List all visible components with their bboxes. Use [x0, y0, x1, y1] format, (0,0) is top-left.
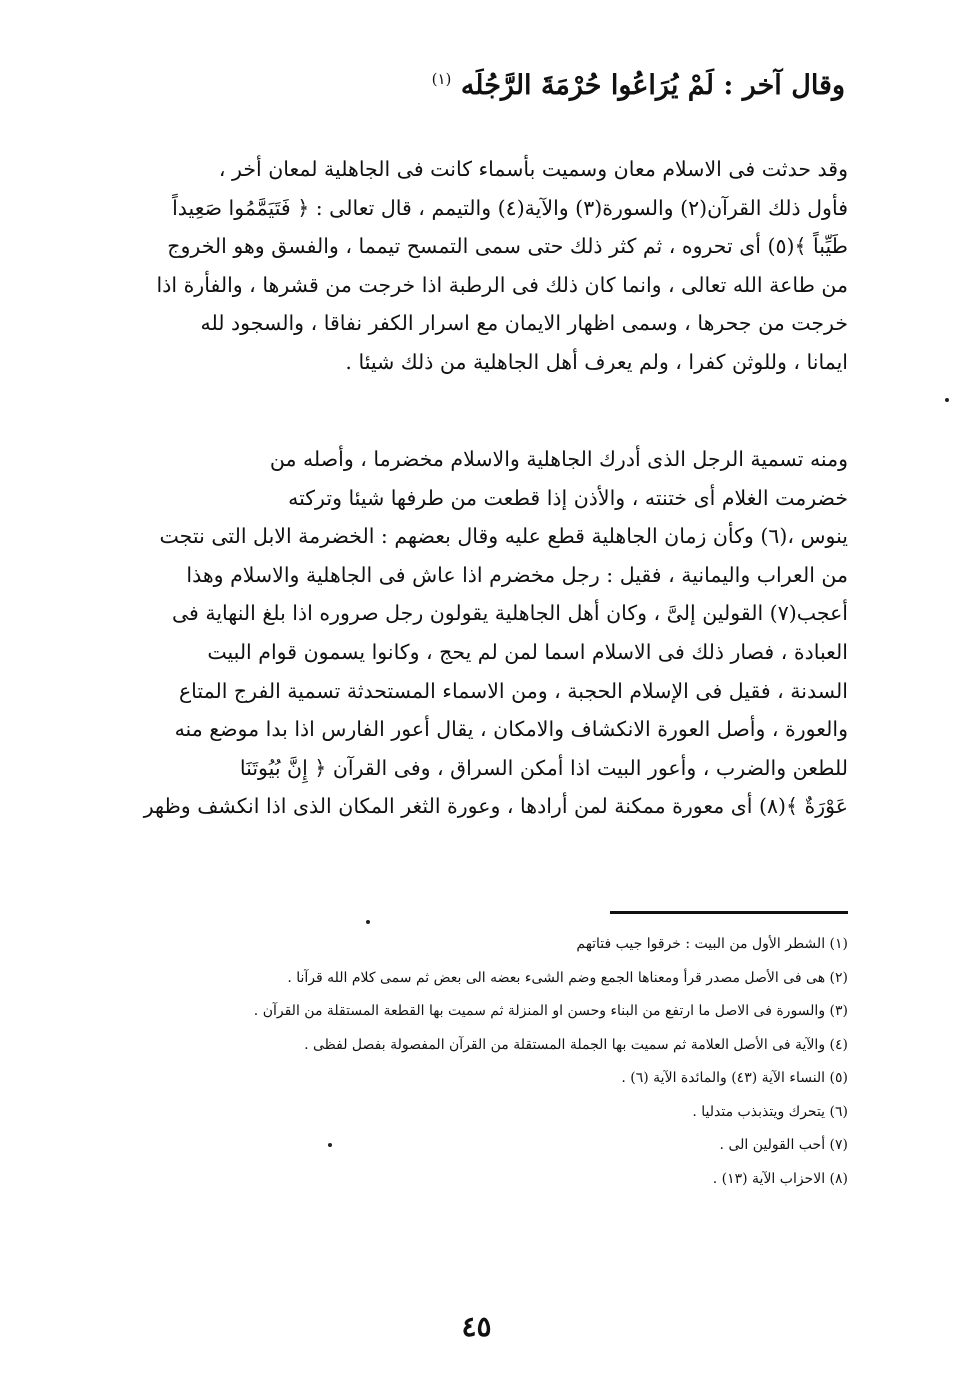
footnotes — [150, 928, 848, 1196]
paragraph-line: ينوس ،(٦) وكأن زمان الجاهلية قطع عليه وقال بعضهم : الخضرمة الابل التى نتجت — [159, 524, 848, 549]
paragraph-line: للطعن والضرب ، وأعور البيت اذا أمكن السراق ، وفى القرآن ﴿ إِنَّ بُيُوتَنَا — [239, 755, 848, 780]
paragraph-line: السدنة ، فقيل فى الإسلام الحجبة ، ومن الاسماء المستحدثة تسمية الفرج المتاع — [178, 678, 848, 703]
footnote: (٧) أحب القولين الى . — [719, 1137, 848, 1153]
paragraph-line: خضرمت الغلام أى ختنته ، والأذن إذا قطعت من طرفها شيئا وتركته — [288, 485, 848, 510]
paragraph-line: طَيِّباً ﴾(٥) أى تحروه ، ثم كثر ذلك حتى سمى التمسح تيمما ، والفسق وهو الخروج — [167, 234, 848, 259]
paragraph-1 — [115, 150, 848, 382]
paragraph-line: وقد حدثت فى الاسلام معان وسميت بأسماء كانت فى الجاهلية لمعان أخر ، — [218, 157, 848, 181]
heading-lead: وقال آخر : — [723, 70, 845, 101]
page-number: ٤٥ — [461, 1310, 492, 1343]
paragraph-line: ومنه تسمية الرجل الذى أدرك الجاهلية والاسلام مخضرما ، وأصله من — [269, 447, 848, 471]
heading-verse: لَمْ يُرَاعُوا حُرْمَةَ الرَّجُلَه — [460, 70, 714, 101]
paragraph-line: فأول ذلك القرآن(٢) والسورة(٣) والآية(٤) والتيمم ، قال تعالى : ﴿ فَتَيَمَّمُوا صَعِيداً — [172, 195, 848, 220]
paragraph-line: من العراب واليمانية ، فقيل : رجل مخضرم اذا عاش فى الجاهلية والاسلام وهذا — [186, 562, 848, 587]
footnote: (٥) النساء الآية (٤٣) والمائدة الآية (٦) . — [621, 1070, 848, 1086]
footnote: (٣) والسورة فى الاصل ما ارتفع من البناء وحسن او المنزلة ثم سميت بها القطعة المستقلة من القرآن . — [253, 1003, 848, 1019]
paragraph-2 — [115, 440, 848, 826]
paragraph-line: من طاعة الله تعالى ، وانما كان ذلك فى الرطبة اذا خرجت من قشرها ، والفأرة اذا — [156, 272, 848, 297]
paragraph-line: ايمانا ، وللوثن كفرا ، ولم يعرف أهل الجاهلية من ذلك شيئا . — [345, 349, 848, 374]
paragraph-line: عَوْرَةٌ ﴾(٨) أى معورة ممكنة لمن أرادها ، وعورة الثغر المكان الذى اذا انكشف وظهر — [143, 794, 848, 819]
paragraph-line: العبادة ، فصار ذلك فى الاسلام اسما لمن لم يحج ، وكانوا يسمون قوام البيت — [207, 639, 848, 664]
paragraph-line: أعجب(٧) القولين إلىَّ ، وكان أهل الجاهلية يقولون رجل صروره اذا بلغ النهاية فى — [171, 601, 848, 626]
scan-speck — [366, 920, 370, 924]
scan-speck — [328, 1143, 332, 1147]
heading-footnote-ref: (١) — [431, 70, 452, 88]
footnote-divider — [610, 911, 848, 914]
paragraph-line: والعورة ، وأصل العورة الانكشاف والامكان ، يقال أعور الفارس اذا بدا موضع منه — [174, 717, 848, 742]
paragraph-line: خرجت من جحرها ، وسمى اظهار الايمان مع اسرار الكفر نفاقا ، والسجود لله — [200, 311, 848, 336]
footnote: (٢) هى فى الأصل مصدر قرأ ومعناها الجمع وضم الشىء بعضه الى بعض ثم سمى كلام الله قرآنا . — [287, 969, 848, 986]
footnote: (١) الشطر الأول من البيت : خرقوا جيب فتاتهم — [576, 936, 848, 952]
footnote: (٦) يتحرك ويتذبذب متدليا . — [692, 1103, 848, 1120]
poem-heading — [432, 70, 845, 101]
footnote: (٤) والآية فى الأصل العلامة ثم سميت بها الجملة المستقلة من القرآن المفصولة بفصل لفظى . — [304, 1036, 848, 1053]
footnote: (٨) الاحزاب الآية (١٣) . — [712, 1170, 848, 1187]
scan-speck — [945, 398, 949, 402]
